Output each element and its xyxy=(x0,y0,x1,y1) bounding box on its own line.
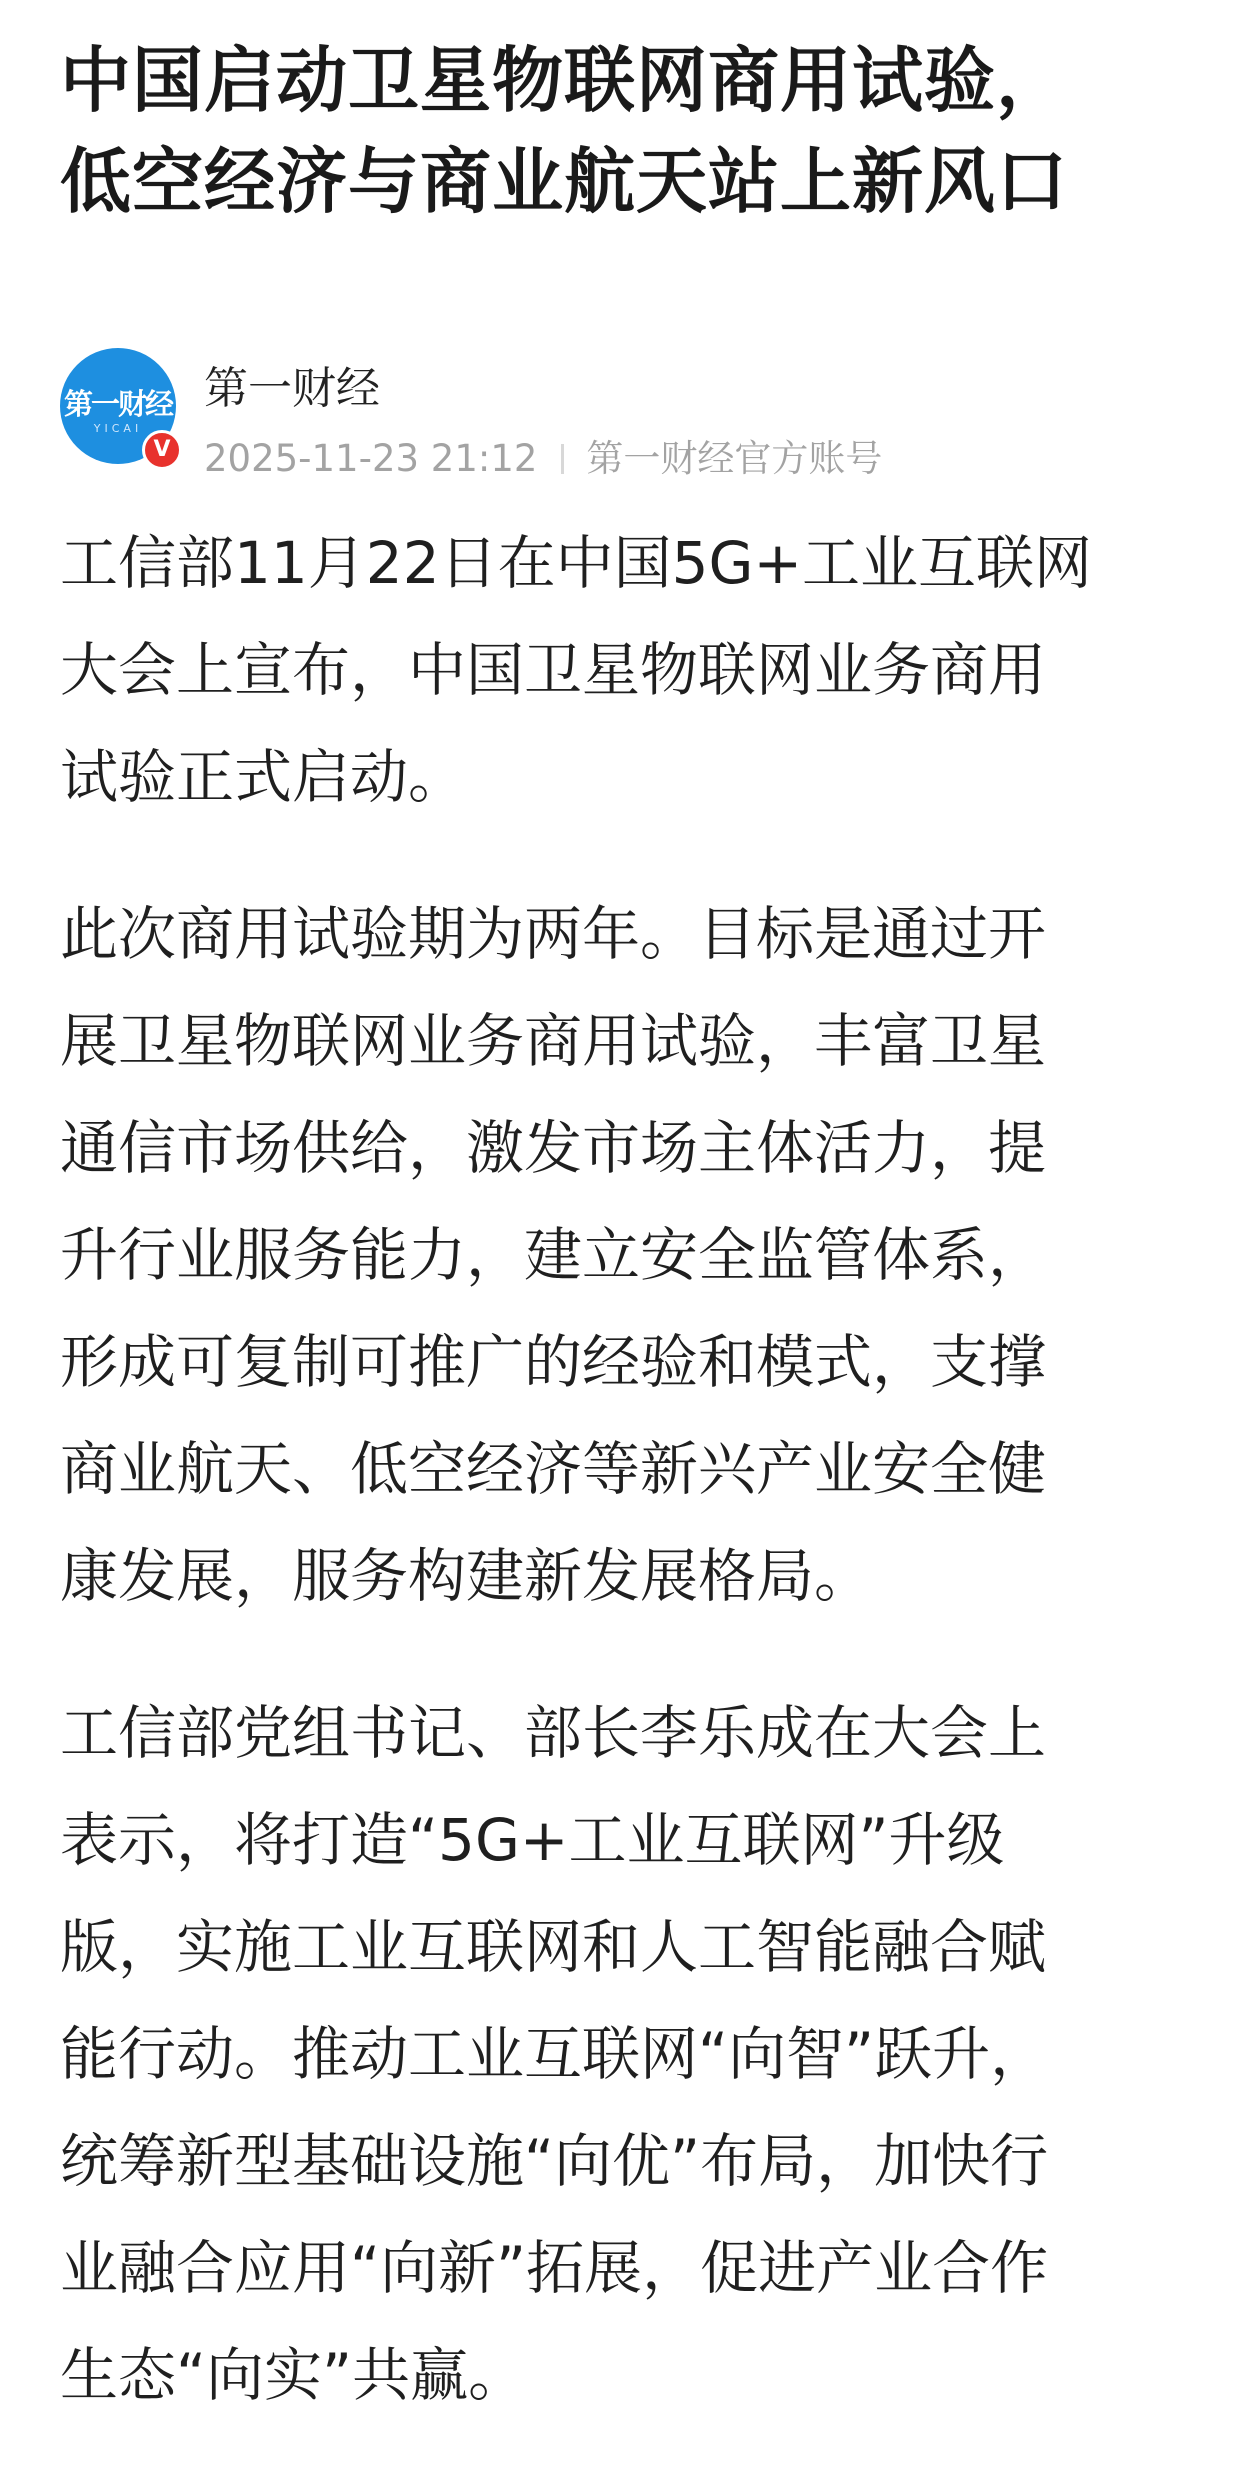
meta-divider xyxy=(561,444,564,474)
account-label: 第一财经官方账号 xyxy=(586,437,883,480)
author-meta xyxy=(204,428,882,482)
yicai-logo-subtext: YICAI xyxy=(93,422,143,435)
paragraph xyxy=(60,510,1200,831)
paragraph-line: 大会上宣布，中国卫星物联网业务商用 xyxy=(60,636,1047,704)
author-avatar[interactable] xyxy=(60,348,176,464)
publish-timestamp: 2025-11-23 21:12 xyxy=(204,437,538,480)
paragraph-line: 业融合应用“向新”拓展，促进产业合作 xyxy=(60,2234,1049,2302)
paragraph-line: 此次商用试验期为两年。目标是通过开 xyxy=(60,900,1047,968)
paragraph-line: 生态“向实”共赢。 xyxy=(60,2341,527,2409)
paragraph-line: 形成可复制可推广的经验和模式，支撑 xyxy=(60,1328,1047,1396)
paragraph-line: 工信部11月22日在中国5G+工业互联网 xyxy=(60,529,1093,597)
paragraph-line: 康发展，服务构建新发展格局。 xyxy=(60,1542,873,1610)
paragraph-line: 版，实施工业互联网和人工智能融合赋 xyxy=(60,1913,1047,1981)
article-body xyxy=(60,510,1200,2479)
paragraph-line: 表示，将打造“5G+工业互联网”升级 xyxy=(60,1806,1005,1874)
yicai-logo-icon: 第一财经 xyxy=(63,387,172,421)
paragraph-line: 升行业服务能力，建立安全监管体系， xyxy=(60,1221,1047,1289)
verified-badge-icon: V xyxy=(142,430,182,470)
paragraph xyxy=(60,1680,1200,2429)
paragraph xyxy=(60,881,1200,1630)
title-line: 中国启动卫星物联网商用试验， xyxy=(60,39,1069,122)
author-name[interactable]: 第一财经 xyxy=(204,363,380,414)
paragraph-line: 通信市场供给，激发市场主体活力，提 xyxy=(60,1114,1047,1182)
paragraph-line: 工信部党组书记、部长李乐成在大会上 xyxy=(60,1699,1047,1767)
title-line: 低空经济与商业航天站上新风口 xyxy=(60,140,1069,223)
article xyxy=(60,30,1200,2409)
paragraph-line: 统筹新型基础设施“向优”布局，加快行 xyxy=(60,2127,1049,2195)
paragraph-line: 商业航天、低空经济等新兴产业安全健 xyxy=(60,1435,1047,1503)
paragraph-line: 展卫星物联网业务商用试验，丰富卫星 xyxy=(60,1007,1047,1075)
author-info xyxy=(60,318,1200,480)
paragraph-line: 能行动。推动工业互联网“向智”跃升， xyxy=(60,2020,1049,2088)
paragraph-line: 试验正式启动。 xyxy=(60,743,467,811)
article-title xyxy=(60,30,1200,232)
